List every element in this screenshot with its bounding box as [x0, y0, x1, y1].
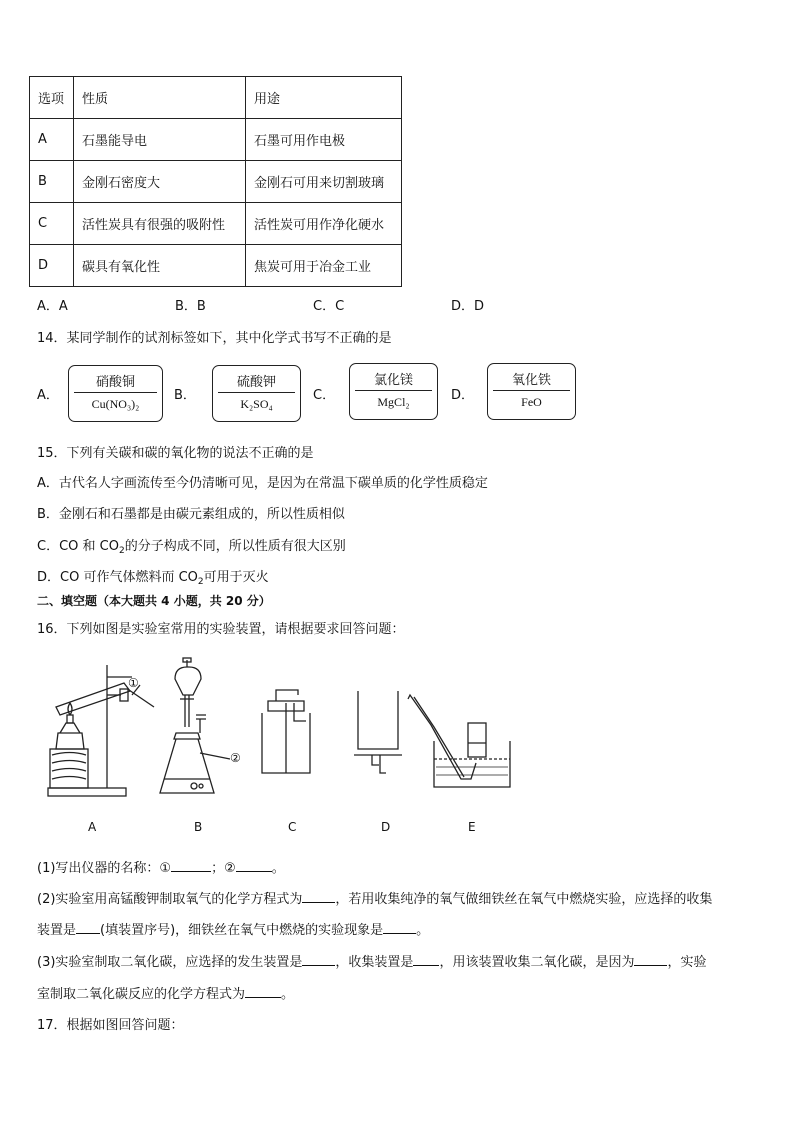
reagent-formula: MgCl₂ [377, 395, 410, 409]
q13-choice-b[interactable]: B．B [175, 299, 206, 314]
section-heading: 二、填空题（本大题共 4 小题，共 20 分） [37, 594, 271, 608]
options-table [29, 76, 402, 287]
table-header-cell: 选项 [30, 77, 74, 119]
text: (1)写出仪器的名称：① [37, 861, 172, 876]
subscript: 2 [197, 577, 204, 587]
q14-choice-a-letter[interactable]: A． [37, 388, 59, 403]
label-divider [74, 392, 157, 393]
q15-choice-c[interactable] [37, 535, 346, 556]
apparatus-c-icon [262, 690, 310, 773]
text: D．CO 可作气体燃料而 CO [37, 570, 198, 585]
label-divider [355, 390, 432, 391]
q15-choice-a[interactable]: A．古代名人字画流传至今仍清晰可见，是因为在常温下碳单质的化学性质稳定 [37, 476, 488, 491]
text: 。 [271, 861, 285, 876]
marker-1: ① [128, 676, 139, 690]
answer-blank[interactable] [413, 953, 439, 966]
text: (3)实验室制取二氧化碳，应选择的发生装置是 [37, 955, 303, 970]
table-cell: 石墨能导电 [74, 119, 246, 161]
reagent-label-d[interactable] [487, 363, 576, 420]
table-row [30, 119, 402, 161]
q16-part-1 [37, 857, 285, 876]
q13-choice-c[interactable]: C．C [313, 299, 345, 314]
text: (填装置序号)，细铁丝在氧气中燃烧的实验现象是 [100, 923, 384, 938]
q14-choice-c-letter[interactable]: C． [313, 388, 336, 403]
table-cell: 金刚石可用来切割玻璃 [246, 161, 402, 203]
text: 室制取二氧化碳反应的化学方程式为 [37, 987, 246, 1002]
q15-stem: 15．下列有关碳和碳的氧化物的说法不正确的是 [37, 446, 314, 461]
table-cell: C [30, 203, 74, 245]
answer-blank[interactable] [236, 859, 272, 872]
apparatus-d-icon [354, 691, 402, 773]
text: ，收集装置是 [335, 955, 414, 970]
q15-choice-d[interactable] [37, 566, 269, 587]
answer-blank[interactable] [302, 890, 335, 903]
reagent-label-a[interactable] [68, 365, 163, 422]
q17-stem: 17．根据如图回答问题： [37, 1018, 184, 1033]
answer-blank[interactable] [383, 921, 416, 934]
q15-choice-b[interactable]: B．金刚石和石墨都是由碳元素组成的，所以性质相似 [37, 507, 345, 522]
figure-label-c: C [288, 820, 297, 834]
table-cell: 碳具有氧化性 [74, 245, 246, 287]
answer-blank[interactable] [634, 953, 667, 966]
text: 可用于灭火 [203, 570, 269, 585]
table-header-row [30, 77, 402, 119]
text: 装置是 [37, 923, 77, 938]
reagent-name: 硝酸铜 [95, 375, 135, 390]
reagent-formula: K₂SO₄ [240, 397, 273, 411]
q16-part-2-line-2 [37, 919, 429, 938]
q16-part-2-line-1 [37, 888, 712, 907]
table-header-cell: 用途 [246, 77, 402, 119]
reagent-label-b[interactable] [212, 365, 301, 422]
figure-label-d: D [381, 820, 391, 834]
figure-label-e: E [468, 820, 476, 834]
table-cell: 金刚石密度大 [74, 161, 246, 203]
reagent-name: 氯化镁 [373, 373, 413, 388]
q16-part-3-line-2 [37, 983, 294, 1002]
subscript: 2 [118, 546, 125, 556]
q13-choice-d[interactable]: D．D [451, 299, 485, 314]
table-cell: 活性炭具有很强的吸附性 [74, 203, 246, 245]
reagent-formula: FeO [521, 395, 542, 409]
figure-label-a: A [88, 820, 97, 834]
answer-blank[interactable] [171, 859, 211, 872]
marker-2: ② [230, 751, 241, 765]
text: ，用该装置收集二氧化碳，是因为 [439, 955, 635, 970]
table-cell: B [30, 161, 74, 203]
text: 的分子构成不同，所以性质有很大区别 [124, 539, 346, 554]
q13-choice-a[interactable]: A．A [37, 299, 68, 314]
text: 。 [281, 987, 295, 1002]
table-header-cell: 性质 [74, 77, 246, 119]
apparatus-e-icon [408, 695, 510, 787]
label-divider [493, 390, 570, 391]
table-cell: A [30, 119, 74, 161]
text: ，实验 [667, 955, 707, 970]
text: ；② [211, 861, 236, 876]
table-row [30, 245, 402, 287]
reagent-name: 氧化铁 [511, 373, 551, 388]
q16-stem: 16．下列如图是实验室常用的实验装置，请根据要求回答问题： [37, 622, 405, 637]
lab-apparatus-figure [36, 655, 536, 834]
text: ，若用收集纯净的氧气做细铁丝在氧气中燃烧实验，应选择的收集 [335, 892, 713, 907]
q14-choice-b-letter[interactable]: B． [174, 388, 196, 403]
q14-stem: 14．某同学制作的试剂标签如下，其中化学式书写不正确的是 [37, 331, 392, 346]
reagent-label-c[interactable] [349, 363, 438, 420]
table-cell: 焦炭可用于冶金工业 [246, 245, 402, 287]
label-divider [218, 392, 295, 393]
table-row [30, 203, 402, 245]
answer-blank[interactable] [302, 953, 335, 966]
q16-part-3-line-1 [37, 951, 706, 970]
apparatus-b-icon [160, 658, 230, 793]
q14-choice-d-letter[interactable]: D． [451, 388, 475, 403]
text: 。 [416, 923, 430, 938]
table-cell: 石墨可用作电极 [246, 119, 402, 161]
text: (2)实验室用高锰酸钾制取氧气的化学方程式为 [37, 892, 303, 907]
figure-label-b: B [194, 820, 203, 834]
table-row [30, 161, 402, 203]
table-cell: D [30, 245, 74, 287]
answer-blank[interactable] [245, 985, 281, 998]
text: C．CO 和 CO [37, 539, 119, 554]
reagent-formula: Cu(NO₃)₂ [91, 397, 140, 411]
answer-blank[interactable] [76, 921, 100, 934]
reagent-name: 硫酸钾 [236, 375, 276, 390]
table-cell: 活性炭可用作净化硬水 [246, 203, 402, 245]
